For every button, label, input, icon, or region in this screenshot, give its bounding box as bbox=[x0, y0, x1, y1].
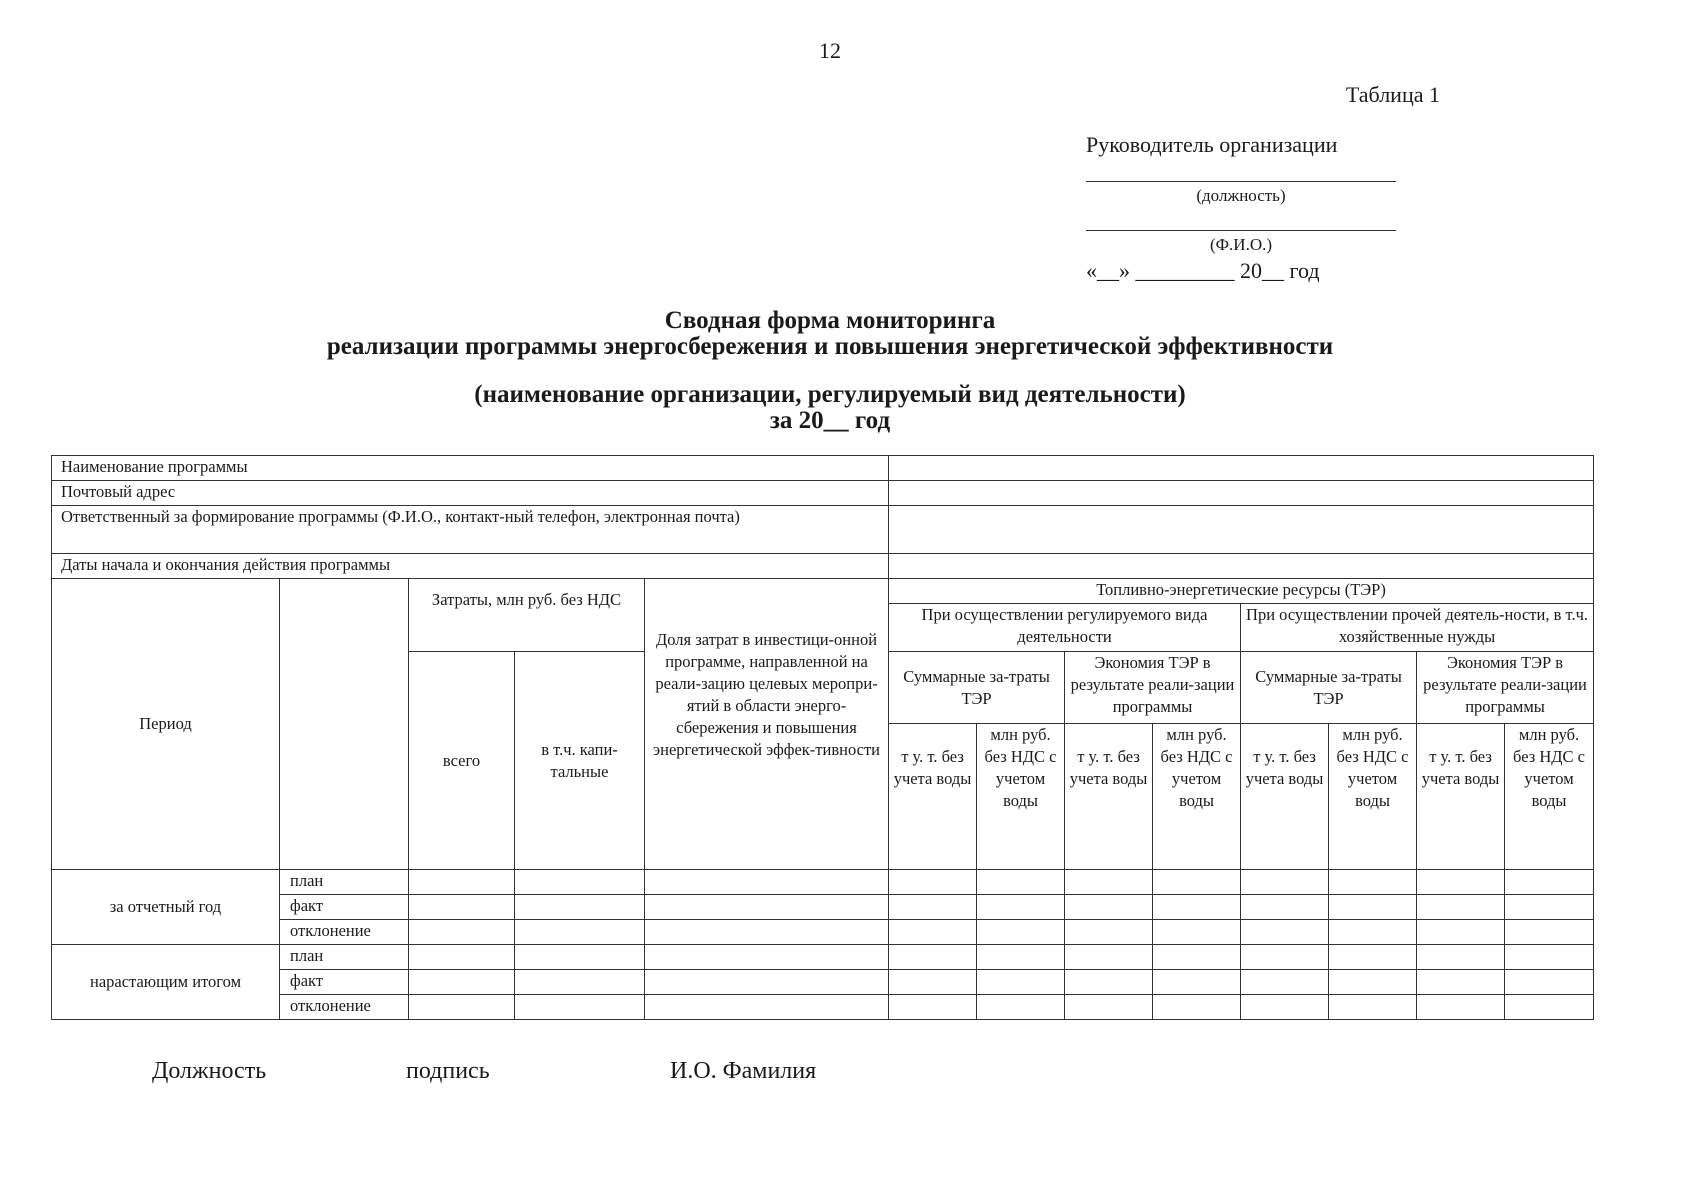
data-cell[interactable] bbox=[977, 920, 1065, 945]
data-cell[interactable] bbox=[645, 920, 889, 945]
row-label: отклонение bbox=[280, 995, 409, 1020]
monitoring-table bbox=[51, 455, 1594, 1020]
data-cell[interactable] bbox=[1417, 995, 1505, 1020]
info-row bbox=[52, 554, 1594, 579]
info-value-cell[interactable] bbox=[889, 554, 1594, 579]
data-cell[interactable] bbox=[1241, 995, 1329, 1020]
data-cell[interactable] bbox=[1329, 970, 1417, 995]
group-label: за отчетный год bbox=[52, 870, 280, 945]
data-cell[interactable] bbox=[889, 995, 977, 1020]
info-value-cell[interactable] bbox=[889, 481, 1594, 506]
data-cell[interactable] bbox=[645, 870, 889, 895]
data-cell[interactable] bbox=[1505, 995, 1594, 1020]
economy-header: Экономия ТЭР в результате реали-зации программы bbox=[1417, 652, 1594, 724]
data-cell[interactable] bbox=[977, 945, 1065, 970]
data-cell[interactable] bbox=[977, 995, 1065, 1020]
data-cell[interactable] bbox=[409, 870, 515, 895]
data-cell[interactable] bbox=[1417, 895, 1505, 920]
info-row bbox=[52, 481, 1594, 506]
data-cell[interactable] bbox=[1329, 945, 1417, 970]
data-cell[interactable] bbox=[889, 920, 977, 945]
name-caption: (Ф.И.О.) bbox=[1209, 235, 1273, 254]
total-ter-header: Суммарные за-траты ТЭР bbox=[1241, 652, 1417, 724]
data-cell[interactable] bbox=[1329, 870, 1417, 895]
data-cell[interactable] bbox=[1417, 870, 1505, 895]
data-cell[interactable] bbox=[1505, 970, 1594, 995]
data-cell[interactable] bbox=[515, 895, 645, 920]
info-label: Наименование программы bbox=[52, 456, 889, 481]
header-row-1 bbox=[52, 579, 1594, 604]
period-subheader bbox=[280, 579, 409, 870]
data-cell[interactable] bbox=[409, 995, 515, 1020]
data-cell[interactable] bbox=[1417, 970, 1505, 995]
data-cell[interactable] bbox=[1329, 995, 1417, 1020]
data-cell[interactable] bbox=[1505, 920, 1594, 945]
title-line-4: за 20__ год bbox=[769, 407, 891, 434]
costs-header: Затраты, млн руб. без НДС bbox=[409, 579, 645, 652]
data-cell[interactable] bbox=[515, 920, 645, 945]
period-header: Период bbox=[52, 579, 280, 870]
data-cell[interactable] bbox=[889, 870, 977, 895]
footer-position: Должность bbox=[152, 1058, 267, 1084]
table-row bbox=[52, 895, 1594, 920]
info-value-cell[interactable] bbox=[889, 456, 1594, 481]
data-cell[interactable] bbox=[1241, 970, 1329, 995]
info-row bbox=[52, 506, 1594, 554]
info-value-cell[interactable] bbox=[889, 506, 1594, 554]
title-line-2: реализации программы энергосбережения и повышения энергетической эффективности bbox=[326, 333, 1334, 360]
title-line-3: (наименование организации, регулируемый вид деятельности) bbox=[474, 381, 1186, 408]
data-cell[interactable] bbox=[1065, 945, 1153, 970]
row-label: факт bbox=[280, 895, 409, 920]
data-cell[interactable] bbox=[645, 995, 889, 1020]
other-header: При осуществлении прочей деятель-ности, в т.ч. хозяйственные нужды bbox=[1241, 604, 1594, 652]
data-cell[interactable] bbox=[1329, 895, 1417, 920]
info-label: Почтовый адрес bbox=[52, 481, 889, 506]
name-line bbox=[1086, 230, 1396, 231]
data-cell[interactable] bbox=[889, 970, 977, 995]
data-cell[interactable] bbox=[1417, 920, 1505, 945]
data-cell[interactable] bbox=[1065, 970, 1153, 995]
capital-header: в т.ч. капи-тальные bbox=[515, 652, 645, 870]
data-cell[interactable] bbox=[1505, 870, 1594, 895]
position-line bbox=[1086, 181, 1396, 182]
data-cell[interactable] bbox=[515, 995, 645, 1020]
data-cell[interactable] bbox=[409, 895, 515, 920]
data-cell[interactable] bbox=[515, 945, 645, 970]
data-cell[interactable] bbox=[1065, 920, 1153, 945]
position-caption: (должность) bbox=[1196, 186, 1286, 205]
data-cell[interactable] bbox=[1153, 945, 1241, 970]
data-cell[interactable] bbox=[1329, 920, 1417, 945]
data-cell[interactable] bbox=[409, 970, 515, 995]
data-cell[interactable] bbox=[1505, 945, 1594, 970]
row-label: план bbox=[280, 945, 409, 970]
info-label: Ответственный за формирование программы (Ф.И.О., контакт-ный телефон, электронная почта) bbox=[52, 506, 889, 554]
row-label: отклонение bbox=[280, 920, 409, 945]
title-line-1: Сводная форма мониторинга bbox=[664, 307, 996, 334]
data-cell[interactable] bbox=[409, 945, 515, 970]
head-of-organization-label: Руководитель организации bbox=[1086, 132, 1338, 157]
unit-rub-header: млн руб. без НДС с учетом воды bbox=[1329, 724, 1417, 870]
regulated-header: При осуществлении регулируемого вида деятельности bbox=[889, 604, 1241, 652]
unit-t-header: т у. т. без учета воды bbox=[1417, 724, 1505, 870]
unit-rub-header: млн руб. без НДС с учетом воды bbox=[977, 724, 1065, 870]
data-cell[interactable] bbox=[1153, 870, 1241, 895]
data-cell[interactable] bbox=[977, 970, 1065, 995]
table-row bbox=[52, 970, 1594, 995]
data-cell[interactable] bbox=[1241, 920, 1329, 945]
table-row bbox=[52, 870, 1594, 895]
data-cell[interactable] bbox=[515, 870, 645, 895]
data-cell[interactable] bbox=[645, 895, 889, 920]
info-label: Даты начала и окончания действия программы bbox=[52, 554, 889, 579]
page-number: 12 bbox=[819, 38, 841, 63]
data-cell[interactable] bbox=[1153, 920, 1241, 945]
data-cell[interactable] bbox=[1241, 895, 1329, 920]
total-ter-header: Суммарные за-траты ТЭР bbox=[889, 652, 1065, 724]
total-header: всего bbox=[409, 652, 515, 870]
data-cell[interactable] bbox=[1241, 870, 1329, 895]
economy-header: Экономия ТЭР в результате реали-зации программы bbox=[1065, 652, 1241, 724]
data-cell[interactable] bbox=[1417, 945, 1505, 970]
data-cell[interactable] bbox=[1505, 895, 1594, 920]
data-cell[interactable] bbox=[1065, 995, 1153, 1020]
table-label: Таблица 1 bbox=[1345, 82, 1440, 107]
data-cell[interactable] bbox=[889, 945, 977, 970]
data-cell[interactable] bbox=[645, 970, 889, 995]
data-cell[interactable] bbox=[645, 945, 889, 970]
unit-rub-header: млн руб. без НДС с учетом воды bbox=[1153, 724, 1241, 870]
date-line: «__» _________ 20__ год bbox=[1086, 258, 1320, 283]
row-label: факт bbox=[280, 970, 409, 995]
unit-t-header: т у. т. без учета воды bbox=[1241, 724, 1329, 870]
group-label: нарастающим итогом bbox=[52, 945, 280, 1020]
data-cell[interactable] bbox=[1153, 895, 1241, 920]
data-cell[interactable] bbox=[1241, 945, 1329, 970]
ter-header: Топливно-энергетические ресурсы (ТЭР) bbox=[889, 579, 1594, 604]
share-header: Доля затрат в инвестици-онной программе, направленной на реали-зацию целевых меропри-ятий в области энерго-сбережения и повышения энергетической эффек-тивности bbox=[645, 579, 889, 870]
data-cell[interactable] bbox=[889, 895, 977, 920]
data-cell[interactable] bbox=[515, 970, 645, 995]
table-row bbox=[52, 920, 1594, 945]
data-cell[interactable] bbox=[1065, 895, 1153, 920]
unit-t-header: т у. т. без учета воды bbox=[889, 724, 977, 870]
table-row bbox=[52, 995, 1594, 1020]
data-cell[interactable] bbox=[1153, 970, 1241, 995]
unit-rub-header: млн руб. без НДС с учетом воды bbox=[1505, 724, 1594, 870]
info-row bbox=[52, 456, 1594, 481]
data-cell[interactable] bbox=[977, 870, 1065, 895]
data-cell[interactable] bbox=[1065, 870, 1153, 895]
data-cell[interactable] bbox=[1153, 995, 1241, 1020]
data-cell[interactable] bbox=[977, 895, 1065, 920]
unit-t-header: т у. т. без учета воды bbox=[1065, 724, 1153, 870]
row-label: план bbox=[280, 870, 409, 895]
footer-signature: подпись bbox=[406, 1058, 490, 1084]
table-row bbox=[52, 945, 1594, 970]
footer-name: И.О. Фамилия bbox=[670, 1058, 817, 1084]
data-cell[interactable] bbox=[409, 920, 515, 945]
